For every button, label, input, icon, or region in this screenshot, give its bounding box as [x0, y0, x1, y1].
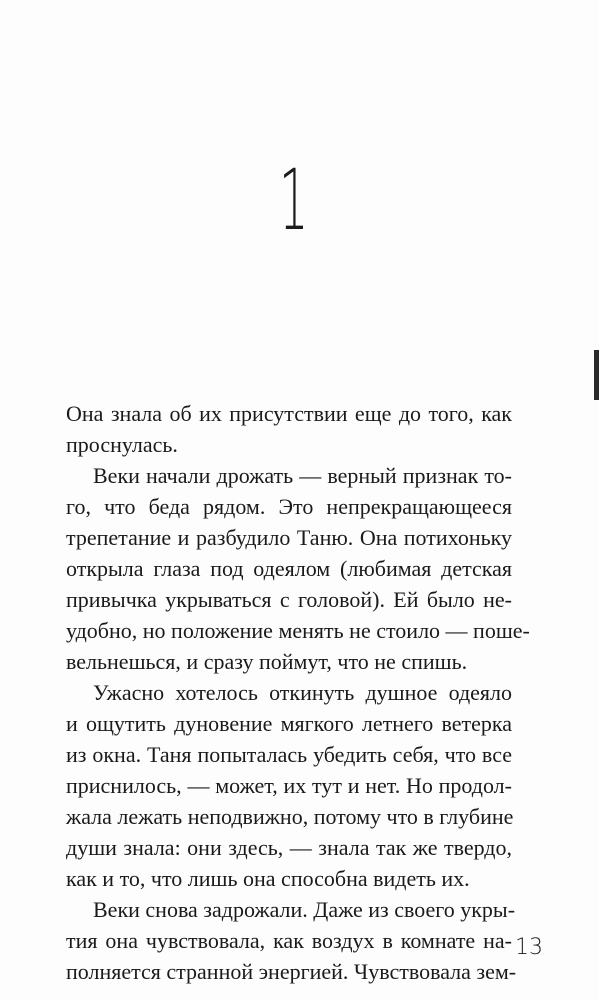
- text-line: тия она чувствовала, как воздух в комнате на-: [66, 928, 512, 953]
- page-edge-mark: [594, 350, 599, 400]
- text-line: и ощутить дуновение мягкого летнего ветерка: [66, 711, 512, 736]
- text-line: Веки снова задрожали. Даже из своего укры-: [93, 897, 516, 922]
- text-line: открыла глаза под одеялом (любимая детская: [66, 556, 512, 581]
- text-line: полняется странной энергией. Чувствовала зем-: [66, 959, 517, 984]
- text-line: привычка укрываться с головой). Ей было не-: [66, 587, 512, 612]
- text-line: как и то, что лишь она способна видеть их.: [66, 866, 470, 891]
- text-line: души знала: они здесь, — знала так же твердо,: [66, 835, 512, 860]
- text-line: трепетание и разбудило Таню. Она потихоньку: [66, 525, 512, 550]
- text-line: Ужасно хотелось откинуть душное одеяло: [93, 680, 512, 705]
- text-line: Веки начали дрожать — верный признак то-: [93, 463, 512, 488]
- chapter-number: 1: [279, 151, 309, 249]
- text-line: жала лежать неподвижно, потому что в глубине: [66, 804, 514, 829]
- text-line: го, что беда рядом. Это непрекращающееся: [66, 494, 512, 519]
- text-line: удобно, но положение менять не стоило — поше-: [66, 618, 530, 643]
- text-line: Она знала об их присутствии еще до того, как: [66, 401, 512, 426]
- text-line: проснулась.: [66, 432, 178, 457]
- text-line: вельнешься, и сразу поймут, что не спишь.: [66, 649, 468, 674]
- text-line: приснилось, — может, их тут и нет. Но продол-: [66, 773, 512, 798]
- text-line: из окна. Таня попыталась убедить себя, что все: [66, 742, 512, 767]
- page-number: 13: [515, 935, 543, 960]
